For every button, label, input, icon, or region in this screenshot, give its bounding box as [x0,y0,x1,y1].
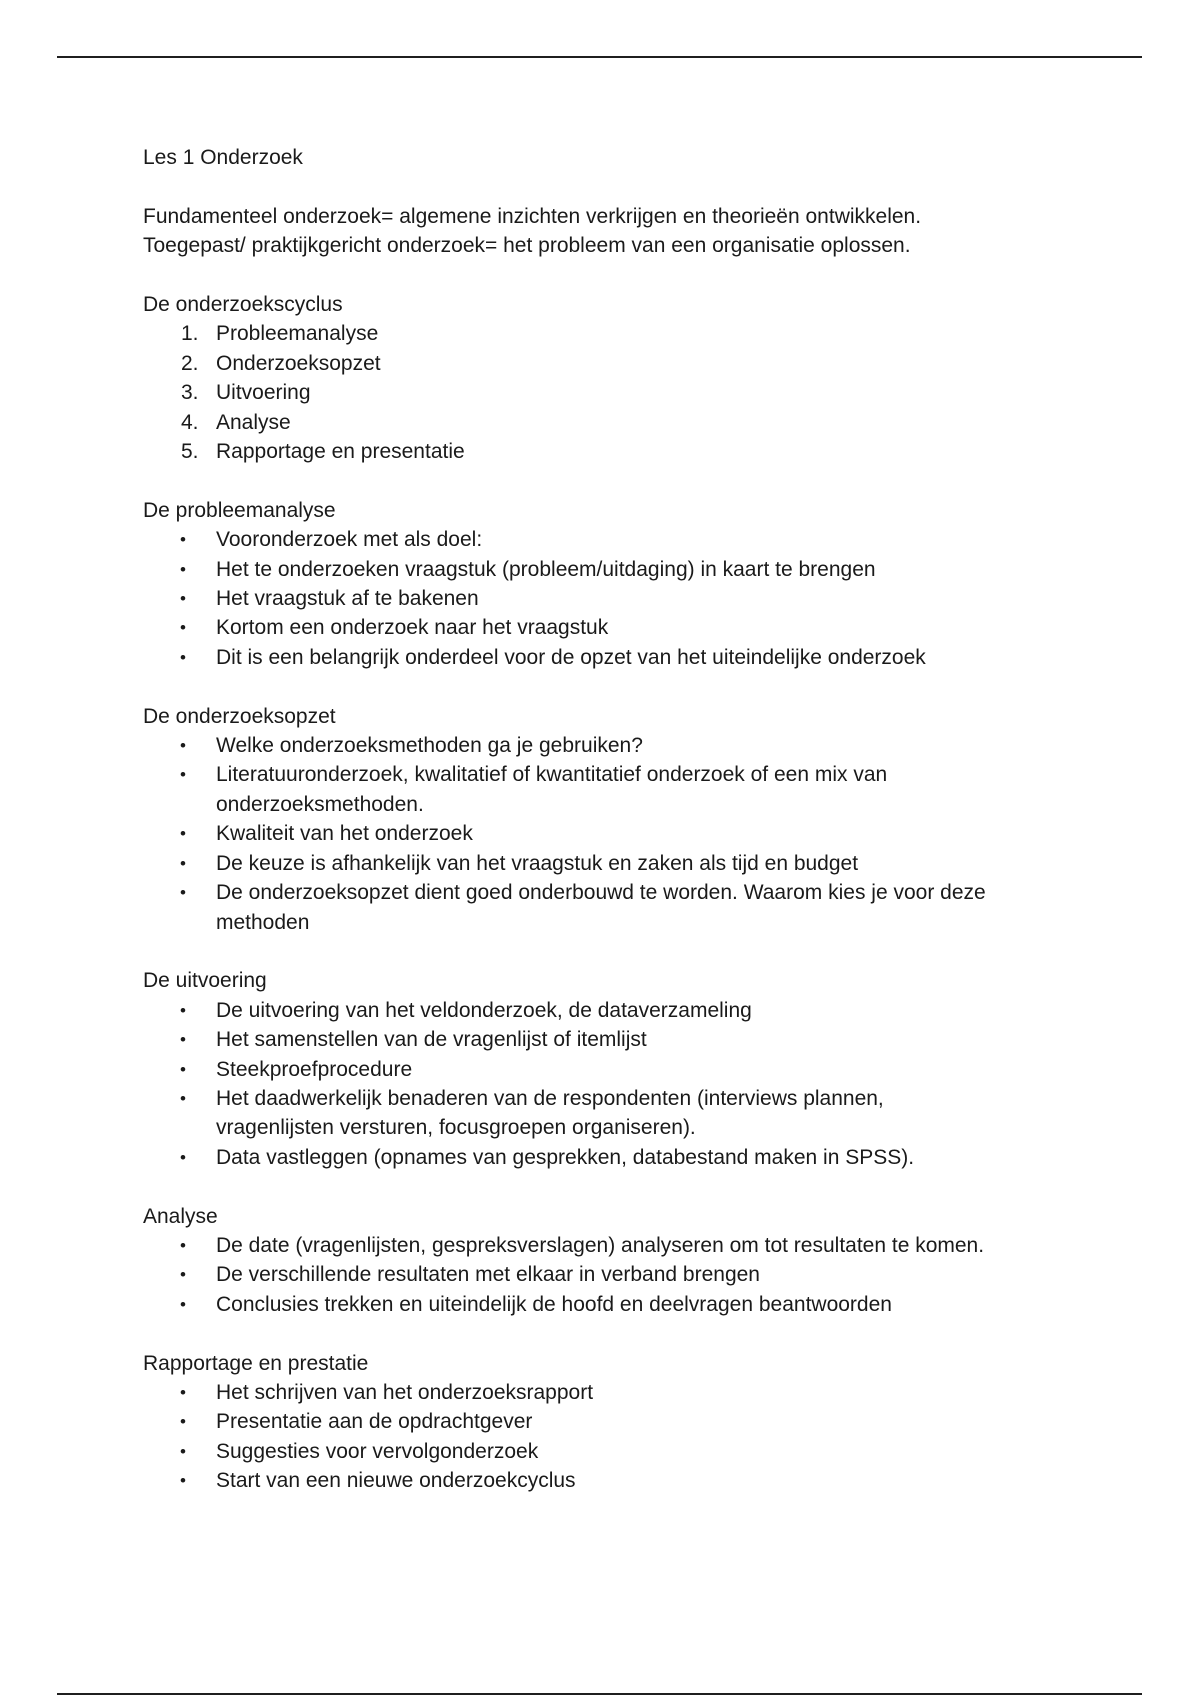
list-item-text: Steekproefprocedure [216,1057,413,1081]
list-item-text: Het vraagstuk af te bakenen [216,587,479,611]
list-item [143,613,1073,642]
list-item-text: Analyse [216,410,291,434]
list-item [143,849,1073,878]
spacer [143,172,1073,201]
list-item [143,1055,1073,1084]
list-item-text: Start van een nieuwe onderzoekcyclus [216,1469,576,1493]
list-item [143,1025,1073,1054]
bullet-icon: • [180,824,186,844]
list-item [143,378,1073,407]
list-item-text: Uitvoering [216,381,311,405]
bullet-sections [143,466,1073,1495]
bullet-list [143,996,1073,1172]
spacer [143,937,1073,966]
bullet-list [143,1231,1073,1319]
list-item [143,1466,1073,1495]
bullet-icon: • [180,1265,186,1285]
list-item-text: Vooronderzoek met als doel: [216,528,483,552]
bullet-icon: • [180,736,186,756]
list-item-text: Welke onderzoeksmethoden ga je gebruiken? [216,734,643,758]
bullet-icon: • [180,1000,186,1020]
list-item [143,1260,1073,1289]
list-number: 2. [181,351,199,375]
bullet-icon: • [180,589,186,609]
section-heading: De probleemanalyse [143,498,336,522]
bullet-icon: • [180,853,186,873]
header-rule [57,56,1142,58]
bullet-icon: • [180,1030,186,1050]
list-item-text: onderzoeksmethoden. [216,792,424,816]
list-item [143,996,1073,1025]
spacer [143,672,1073,701]
list-item [143,349,1073,378]
list-item-text: Conclusies trekken en uiteindelijk de hoofd en deelvragen beantwoorden [216,1292,892,1316]
list-item-text: Het daadwerkelijk benaderen van de respondenten (interviews plannen, [216,1086,884,1110]
list-item [143,1231,1073,1260]
section-heading: Rapportage en prestatie [143,1351,369,1375]
list-item-text: Kortom een onderzoek naar het vraagstuk [216,616,609,640]
list-item-text: Het te onderzoeken vraagstuk (probleem/uitdaging) in kaart te brengen [216,557,876,581]
bullet-icon: • [180,1235,186,1255]
bullet-list [143,1378,1073,1496]
section-heading: De onderzoekscyclus [143,293,343,316]
cycle-list [143,319,1073,466]
list-item [143,319,1073,348]
bullet-icon: • [180,1412,186,1432]
list-item [143,878,1073,937]
list-item-text: Het samenstellen van de vragenlijst of itemlijst [216,1028,647,1052]
list-item [143,408,1073,437]
section-heading: Analyse [143,1204,218,1228]
bullet-icon: • [180,647,186,667]
spacer [143,261,1073,290]
list-item [143,437,1073,466]
list-item [143,643,1073,672]
bullet-icon: • [180,1471,186,1491]
list-item-text: Kwaliteit van het onderzoek [216,822,473,846]
list-item [143,1084,1073,1143]
list-item-text: De date (vragenlijsten, gespreksverslagen) analyseren om tot resultaten te komen. [216,1233,985,1257]
bullet-icon: • [180,1294,186,1314]
bullet-list [143,525,1073,672]
intro-line: Fundamenteel onderzoek= algemene inzichten verkrijgen en theorieën ontwikkelen. [143,204,922,228]
list-item-text: Dit is een belangrijk onderdeel voor de opzet van het uiteindelijke onderzoek [216,645,926,669]
list-item-text: Literatuuronderzoek, kwalitatief of kwantitatief onderzoek of een mix van [216,763,888,787]
section-heading: De onderzoeksopzet [143,704,336,728]
list-number: 5. [181,440,199,464]
bullet-icon: • [180,765,186,785]
footer-rule [57,1693,1142,1695]
list-item-text: Presentatie aan de opdrachtgever [216,1410,533,1434]
list-item [143,525,1073,554]
bullet-icon: • [180,618,186,638]
list-item-text: Het schrijven van het onderzoeksrapport [216,1380,594,1404]
list-item [143,584,1073,613]
list-item-text: Probleemanalyse [216,322,379,346]
list-item-text: vragenlijsten versturen, focusgroepen organiseren). [216,1116,696,1140]
list-item-text: De uitvoering van het veldonderzoek, de dataverzameling [216,998,752,1022]
bullet-icon: • [180,1147,186,1167]
list-item-text: De keuze is afhankelijk van het vraagstuk en zaken als tijd en budget [216,851,859,875]
list-item [143,1378,1073,1407]
list-number: 3. [181,381,199,405]
bullet-icon: • [180,530,186,550]
bullet-icon: • [180,883,186,903]
list-number: 1. [181,322,199,346]
list-item-text: Data vastleggen (opnames van gesprekken, databestand maken in SPSS). [216,1145,915,1169]
bullet-icon: • [180,1059,186,1079]
section-heading: De uitvoering [143,969,267,993]
bullet-icon: • [180,1088,186,1108]
page-title: Les 1 Onderzoek [143,146,303,169]
list-item [143,1437,1073,1466]
spacer [143,1172,1073,1201]
list-item-text: De onderzoeksopzet dient goed onderbouwd te worden. Waarom kies je voor deze [216,881,986,905]
list-number: 4. [181,410,199,434]
list-item-text: methoden [216,910,310,934]
list-item [143,1143,1073,1172]
spacer [143,1319,1073,1348]
list-item [143,1407,1073,1436]
bullet-icon: • [180,1441,186,1461]
list-item [143,1290,1073,1319]
intro-line: Toegepast/ praktijkgericht onderzoek= het probleem van een organisatie oplossen. [143,234,911,258]
list-item [143,731,1073,760]
list-item [143,555,1073,584]
bullet-list [143,731,1073,937]
document-body [143,143,1073,1496]
list-item-text: De verschillende resultaten met elkaar in verband brengen [216,1263,760,1287]
list-item [143,760,1073,819]
list-item-text: Onderzoeksopzet [216,351,381,375]
list-item-text: Rapportage en presentatie [216,440,465,464]
bullet-icon: • [180,559,186,579]
list-item-text: Suggesties voor vervolgonderzoek [216,1439,539,1463]
bullet-icon: • [180,1382,186,1402]
list-item [143,819,1073,848]
spacer [143,466,1073,495]
